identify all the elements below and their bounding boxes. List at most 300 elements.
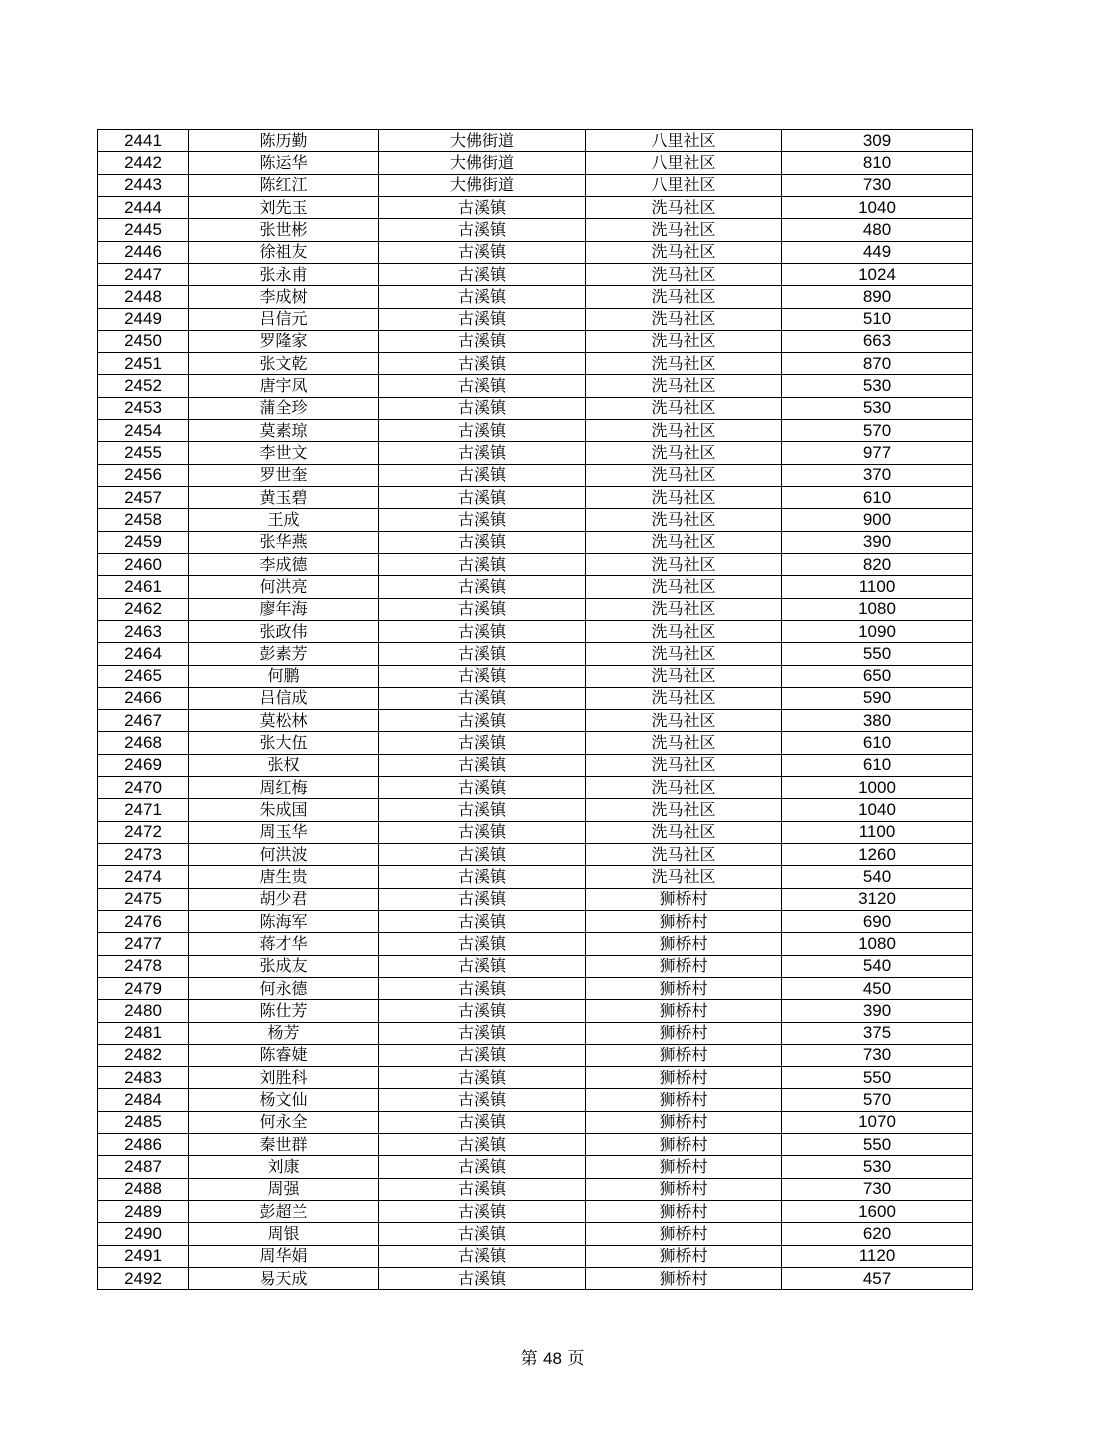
cell-name: 杨文仙	[189, 1089, 379, 1111]
cell-name: 彭超兰	[189, 1201, 379, 1223]
cell-index: 2457	[98, 487, 189, 509]
cell-name: 何鹏	[189, 665, 379, 687]
cell-name: 周华娟	[189, 1245, 379, 1267]
table-row	[98, 174, 973, 196]
cell-name: 何永德	[189, 977, 379, 999]
cell-community: 狮桥村	[586, 1089, 782, 1111]
cell-name: 唐宇凤	[189, 375, 379, 397]
cell-street: 古溪镇	[379, 1178, 586, 1200]
table-row	[98, 1201, 973, 1223]
cell-name: 陈红江	[189, 174, 379, 196]
cell-street: 古溪镇	[379, 509, 586, 531]
cell-index: 2472	[98, 821, 189, 843]
table-row	[98, 464, 973, 486]
cell-community: 八里社区	[586, 174, 782, 196]
cell-community: 洗马社区	[586, 576, 782, 598]
cell-amount: 1100	[782, 576, 973, 598]
cell-community: 洗马社区	[586, 821, 782, 843]
cell-index: 2468	[98, 732, 189, 754]
cell-index: 2479	[98, 977, 189, 999]
cell-street: 古溪镇	[379, 353, 586, 375]
cell-amount: 620	[782, 1223, 973, 1245]
table-row	[98, 375, 973, 397]
table-row	[98, 665, 973, 687]
cell-name: 李世文	[189, 442, 379, 464]
table-row	[98, 308, 973, 330]
cell-index: 2445	[98, 219, 189, 241]
cell-name: 吕信元	[189, 308, 379, 330]
cell-amount: 457	[782, 1267, 973, 1289]
cell-index: 2455	[98, 442, 189, 464]
cell-street: 大佛街道	[379, 130, 586, 152]
cell-index: 2478	[98, 955, 189, 977]
cell-index: 2465	[98, 665, 189, 687]
cell-index: 2446	[98, 241, 189, 263]
cell-street: 古溪镇	[379, 620, 586, 642]
cell-index: 2464	[98, 643, 189, 665]
table-row	[98, 910, 973, 932]
cell-amount: 1024	[782, 263, 973, 285]
cell-name: 秦世群	[189, 1134, 379, 1156]
cell-name: 陈仕芳	[189, 1000, 379, 1022]
cell-street: 古溪镇	[379, 263, 586, 285]
table-row	[98, 777, 973, 799]
cell-index: 2449	[98, 308, 189, 330]
cell-community: 洗马社区	[586, 754, 782, 776]
table-row	[98, 263, 973, 285]
cell-street: 古溪镇	[379, 710, 586, 732]
table-row	[98, 1111, 973, 1133]
cell-community: 洗马社区	[586, 866, 782, 888]
cell-community: 狮桥村	[586, 933, 782, 955]
cell-street: 古溪镇	[379, 1044, 586, 1066]
cell-community: 洗马社区	[586, 464, 782, 486]
cell-community: 狮桥村	[586, 1022, 782, 1044]
cell-community: 狮桥村	[586, 1267, 782, 1289]
table-row	[98, 1178, 973, 1200]
cell-name: 陈海军	[189, 910, 379, 932]
cell-amount: 550	[782, 643, 973, 665]
cell-name: 何洪亮	[189, 576, 379, 598]
table-row	[98, 1022, 973, 1044]
cell-amount: 730	[782, 1178, 973, 1200]
cell-index: 2462	[98, 598, 189, 620]
cell-community: 狮桥村	[586, 1000, 782, 1022]
cell-amount: 1070	[782, 1111, 973, 1133]
cell-index: 2474	[98, 866, 189, 888]
cell-index: 2450	[98, 330, 189, 352]
cell-amount: 1040	[782, 799, 973, 821]
cell-community: 洗马社区	[586, 420, 782, 442]
cell-amount: 610	[782, 732, 973, 754]
cell-index: 2475	[98, 888, 189, 910]
cell-index: 2490	[98, 1223, 189, 1245]
page-label-prefix: 第	[520, 1349, 538, 1369]
cell-name: 周银	[189, 1223, 379, 1245]
cell-index: 2492	[98, 1267, 189, 1289]
cell-community: 洗马社区	[586, 598, 782, 620]
cell-street: 古溪镇	[379, 821, 586, 843]
cell-community: 洗马社区	[586, 687, 782, 709]
table-row	[98, 1223, 973, 1245]
table-row	[98, 442, 973, 464]
cell-name: 胡少君	[189, 888, 379, 910]
cell-amount: 1260	[782, 844, 973, 866]
cell-name: 刘康	[189, 1156, 379, 1178]
cell-amount: 570	[782, 1089, 973, 1111]
cell-amount: 590	[782, 687, 973, 709]
cell-index: 2488	[98, 1178, 189, 1200]
cell-street: 古溪镇	[379, 196, 586, 218]
cell-street: 古溪镇	[379, 1067, 586, 1089]
cell-amount: 900	[782, 509, 973, 531]
cell-community: 洗马社区	[586, 219, 782, 241]
cell-index: 2441	[98, 130, 189, 152]
cell-street: 古溪镇	[379, 241, 586, 263]
cell-amount: 610	[782, 754, 973, 776]
cell-community: 洗马社区	[586, 799, 782, 821]
cell-street: 大佛街道	[379, 152, 586, 174]
cell-street: 古溪镇	[379, 442, 586, 464]
table-row	[98, 286, 973, 308]
cell-street: 古溪镇	[379, 910, 586, 932]
cell-index: 2443	[98, 174, 189, 196]
cell-amount: 650	[782, 665, 973, 687]
cell-street: 古溪镇	[379, 1089, 586, 1111]
cell-street: 古溪镇	[379, 598, 586, 620]
cell-community: 洗马社区	[586, 665, 782, 687]
cell-amount: 449	[782, 241, 973, 263]
cell-community: 八里社区	[586, 152, 782, 174]
cell-street: 古溪镇	[379, 866, 586, 888]
cell-community: 狮桥村	[586, 1223, 782, 1245]
table-row	[98, 844, 973, 866]
cell-street: 古溪镇	[379, 1022, 586, 1044]
cell-name: 张世彬	[189, 219, 379, 241]
table-row	[98, 219, 973, 241]
cell-amount: 390	[782, 531, 973, 553]
cell-street: 古溪镇	[379, 1201, 586, 1223]
cell-name: 唐生贵	[189, 866, 379, 888]
cell-amount: 810	[782, 152, 973, 174]
cell-street: 古溪镇	[379, 286, 586, 308]
table-row	[98, 241, 973, 263]
cell-amount: 890	[782, 286, 973, 308]
cell-index: 2447	[98, 263, 189, 285]
cell-amount: 870	[782, 353, 973, 375]
page-label-suffix: 页	[567, 1349, 585, 1369]
cell-street: 古溪镇	[379, 955, 586, 977]
cell-community: 洗马社区	[586, 531, 782, 553]
cell-name: 张文乾	[189, 353, 379, 375]
cell-amount: 570	[782, 420, 973, 442]
page-number: 48	[543, 1349, 562, 1368]
table-row	[98, 933, 973, 955]
cell-community: 洗马社区	[586, 509, 782, 531]
cell-index: 2469	[98, 754, 189, 776]
cell-street: 古溪镇	[379, 1245, 586, 1267]
table-row	[98, 531, 973, 553]
cell-street: 古溪镇	[379, 1223, 586, 1245]
table-row	[98, 576, 973, 598]
cell-amount: 370	[782, 464, 973, 486]
cell-community: 狮桥村	[586, 1134, 782, 1156]
cell-amount: 375	[782, 1022, 973, 1044]
table-row	[98, 330, 973, 352]
cell-name: 彭素芳	[189, 643, 379, 665]
cell-index: 2477	[98, 933, 189, 955]
cell-street: 古溪镇	[379, 777, 586, 799]
cell-index: 2448	[98, 286, 189, 308]
table-row	[98, 977, 973, 999]
cell-name: 朱成国	[189, 799, 379, 821]
cell-name: 罗隆家	[189, 330, 379, 352]
cell-community: 洗马社区	[586, 353, 782, 375]
cell-community: 狮桥村	[586, 1245, 782, 1267]
cell-index: 2480	[98, 1000, 189, 1022]
cell-name: 陈历勤	[189, 130, 379, 152]
cell-street: 古溪镇	[379, 1267, 586, 1289]
cell-amount: 530	[782, 1156, 973, 1178]
table-body	[98, 130, 973, 1290]
cell-community: 洗马社区	[586, 732, 782, 754]
cell-street: 古溪镇	[379, 643, 586, 665]
cell-street: 古溪镇	[379, 1156, 586, 1178]
cell-index: 2491	[98, 1245, 189, 1267]
cell-street: 古溪镇	[379, 531, 586, 553]
cell-amount: 1080	[782, 598, 973, 620]
cell-name: 易天成	[189, 1267, 379, 1289]
cell-name: 刘胜科	[189, 1067, 379, 1089]
cell-amount: 1600	[782, 1201, 973, 1223]
table-row	[98, 353, 973, 375]
table-row	[98, 553, 973, 575]
cell-name: 李成树	[189, 286, 379, 308]
cell-name: 陈运华	[189, 152, 379, 174]
cell-amount: 3120	[782, 888, 973, 910]
table-row	[98, 955, 973, 977]
cell-community: 狮桥村	[586, 955, 782, 977]
cell-community: 狮桥村	[586, 1201, 782, 1223]
cell-index: 2470	[98, 777, 189, 799]
cell-street: 古溪镇	[379, 1134, 586, 1156]
table-row	[98, 1089, 973, 1111]
cell-name: 张政伟	[189, 620, 379, 642]
cell-street: 大佛街道	[379, 174, 586, 196]
cell-name: 张权	[189, 754, 379, 776]
cell-index: 2459	[98, 531, 189, 553]
cell-amount: 690	[782, 910, 973, 932]
cell-amount: 540	[782, 866, 973, 888]
cell-street: 古溪镇	[379, 977, 586, 999]
cell-community: 洗马社区	[586, 553, 782, 575]
cell-name: 王成	[189, 509, 379, 531]
cell-street: 古溪镇	[379, 330, 586, 352]
cell-community: 洗马社区	[586, 308, 782, 330]
cell-amount: 1000	[782, 777, 973, 799]
cell-amount: 450	[782, 977, 973, 999]
cell-community: 狮桥村	[586, 1044, 782, 1066]
table-row	[98, 710, 973, 732]
table-row	[98, 1044, 973, 1066]
cell-street: 古溪镇	[379, 308, 586, 330]
cell-community: 狮桥村	[586, 1067, 782, 1089]
cell-name: 杨芳	[189, 1022, 379, 1044]
cell-index: 2463	[98, 620, 189, 642]
cell-name: 罗世奎	[189, 464, 379, 486]
cell-index: 2471	[98, 799, 189, 821]
cell-community: 狮桥村	[586, 977, 782, 999]
cell-name: 刘先玉	[189, 196, 379, 218]
table-row	[98, 687, 973, 709]
table-row	[98, 397, 973, 419]
cell-street: 古溪镇	[379, 933, 586, 955]
table-row	[98, 1000, 973, 1022]
cell-amount: 663	[782, 330, 973, 352]
cell-street: 古溪镇	[379, 732, 586, 754]
cell-amount: 730	[782, 174, 973, 196]
cell-community: 洗马社区	[586, 375, 782, 397]
table-row	[98, 152, 973, 174]
table-row	[98, 620, 973, 642]
cell-name: 蒋才华	[189, 933, 379, 955]
cell-street: 古溪镇	[379, 799, 586, 821]
cell-street: 古溪镇	[379, 487, 586, 509]
cell-name: 吕信成	[189, 687, 379, 709]
cell-amount: 510	[782, 308, 973, 330]
cell-community: 洗马社区	[586, 196, 782, 218]
table-row	[98, 130, 973, 152]
cell-community: 狮桥村	[586, 1111, 782, 1133]
cell-index: 2452	[98, 375, 189, 397]
cell-amount: 1080	[782, 933, 973, 955]
cell-index: 2481	[98, 1022, 189, 1044]
table-row	[98, 1067, 973, 1089]
cell-community: 洗马社区	[586, 710, 782, 732]
cell-amount: 610	[782, 487, 973, 509]
cell-amount: 480	[782, 219, 973, 241]
cell-index: 2454	[98, 420, 189, 442]
table-row	[98, 754, 973, 776]
cell-amount: 380	[782, 710, 973, 732]
cell-community: 洗马社区	[586, 397, 782, 419]
cell-name: 何洪波	[189, 844, 379, 866]
table-row	[98, 1245, 973, 1267]
table-row	[98, 866, 973, 888]
cell-community: 洗马社区	[586, 286, 782, 308]
cell-name: 张永甫	[189, 263, 379, 285]
cell-name: 张华燕	[189, 531, 379, 553]
cell-name: 周玉华	[189, 821, 379, 843]
cell-community: 洗马社区	[586, 241, 782, 263]
cell-index: 2442	[98, 152, 189, 174]
cell-name: 李成德	[189, 553, 379, 575]
cell-index: 2456	[98, 464, 189, 486]
cell-index: 2444	[98, 196, 189, 218]
cell-street: 古溪镇	[379, 553, 586, 575]
cell-community: 洗马社区	[586, 777, 782, 799]
cell-index: 2461	[98, 576, 189, 598]
cell-name: 黄玉碧	[189, 487, 379, 509]
cell-name: 张大伍	[189, 732, 379, 754]
cell-community: 洗马社区	[586, 844, 782, 866]
cell-amount: 1100	[782, 821, 973, 843]
table-row	[98, 487, 973, 509]
cell-amount: 550	[782, 1134, 973, 1156]
cell-street: 古溪镇	[379, 420, 586, 442]
cell-index: 2485	[98, 1111, 189, 1133]
cell-name: 莫松林	[189, 710, 379, 732]
cell-index: 2482	[98, 1044, 189, 1066]
cell-name: 蒲全珍	[189, 397, 379, 419]
cell-community: 洗马社区	[586, 620, 782, 642]
cell-street: 古溪镇	[379, 397, 586, 419]
page-footer	[0, 1344, 1105, 1369]
cell-community: 狮桥村	[586, 888, 782, 910]
cell-index: 2476	[98, 910, 189, 932]
table-row	[98, 196, 973, 218]
cell-index: 2453	[98, 397, 189, 419]
cell-amount: 977	[782, 442, 973, 464]
table-row	[98, 598, 973, 620]
cell-index: 2451	[98, 353, 189, 375]
cell-street: 古溪镇	[379, 1111, 586, 1133]
cell-community: 狮桥村	[586, 910, 782, 932]
cell-community: 八里社区	[586, 130, 782, 152]
cell-name: 陈睿婕	[189, 1044, 379, 1066]
cell-amount: 530	[782, 375, 973, 397]
cell-community: 洗马社区	[586, 263, 782, 285]
table-row	[98, 821, 973, 843]
table-row	[98, 1134, 973, 1156]
cell-amount: 1120	[782, 1245, 973, 1267]
cell-amount: 390	[782, 1000, 973, 1022]
cell-street: 古溪镇	[379, 665, 586, 687]
cell-index: 2460	[98, 553, 189, 575]
cell-amount: 550	[782, 1067, 973, 1089]
table-row	[98, 732, 973, 754]
cell-street: 古溪镇	[379, 375, 586, 397]
cell-name: 周强	[189, 1178, 379, 1200]
cell-index: 2466	[98, 687, 189, 709]
table-row	[98, 1267, 973, 1289]
cell-name: 廖年海	[189, 598, 379, 620]
cell-index: 2489	[98, 1201, 189, 1223]
cell-community: 洗马社区	[586, 643, 782, 665]
cell-index: 2487	[98, 1156, 189, 1178]
cell-community: 洗马社区	[586, 487, 782, 509]
cell-amount: 1040	[782, 196, 973, 218]
cell-amount: 540	[782, 955, 973, 977]
table-row	[98, 643, 973, 665]
cell-name: 周红梅	[189, 777, 379, 799]
table-row	[98, 888, 973, 910]
table-row	[98, 1156, 973, 1178]
cell-index: 2467	[98, 710, 189, 732]
cell-amount: 730	[782, 1044, 973, 1066]
cell-name: 张成友	[189, 955, 379, 977]
cell-amount: 820	[782, 553, 973, 575]
cell-street: 古溪镇	[379, 464, 586, 486]
cell-street: 古溪镇	[379, 219, 586, 241]
cell-street: 古溪镇	[379, 576, 586, 598]
cell-name: 徐祖友	[189, 241, 379, 263]
cell-index: 2473	[98, 844, 189, 866]
cell-community: 狮桥村	[586, 1156, 782, 1178]
data-table	[97, 129, 973, 1290]
cell-amount: 1090	[782, 620, 973, 642]
cell-index: 2486	[98, 1134, 189, 1156]
